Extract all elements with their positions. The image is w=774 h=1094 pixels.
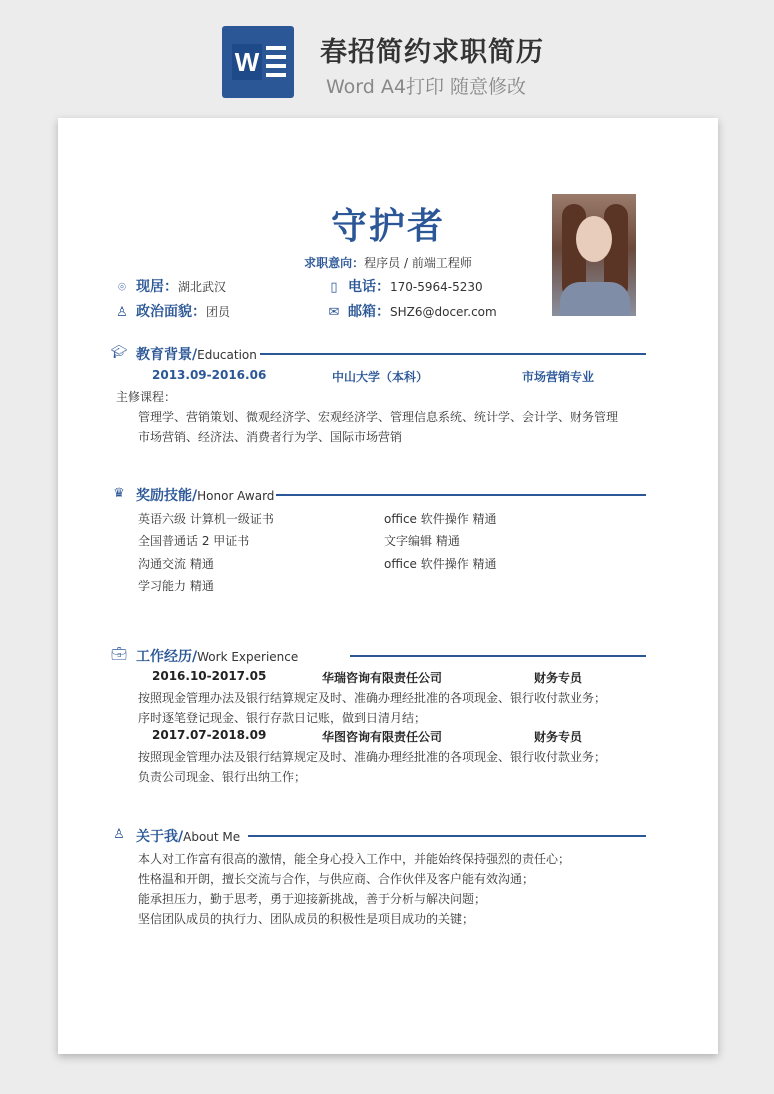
section-education bbox=[110, 344, 646, 364]
about-title: 关于我/About Me bbox=[136, 829, 241, 845]
education-title: 教育背景/Education bbox=[136, 347, 257, 363]
education-period: 2013.09-2016.06 bbox=[152, 368, 267, 382]
courses-line-1: 管理学、营销策划、微观经济学、宏观经济学、管理信息系统、统计学、会计学、财务管理 bbox=[138, 410, 619, 424]
email-value: SHZ6@docer.com bbox=[390, 305, 497, 319]
trophy-icon: ♛ bbox=[113, 486, 125, 501]
banner-subtitle: Word A4打印 随意修改 bbox=[326, 76, 527, 98]
contact-email bbox=[326, 301, 497, 321]
award-item: office 软件操作 精通 bbox=[384, 512, 497, 526]
job-company: 华瑞咨询有限责任公司 bbox=[322, 671, 443, 685]
award-item: 学习能力 精通 bbox=[138, 579, 214, 593]
job-position: 财务专员 bbox=[534, 671, 583, 685]
section-work bbox=[110, 646, 646, 666]
award-item: 文字编辑 精通 bbox=[384, 534, 460, 548]
logo-lines bbox=[266, 46, 286, 82]
section-awards bbox=[110, 485, 646, 505]
graduation-cap-icon: 🎓︎ bbox=[110, 345, 128, 360]
phone-icon: ▯ bbox=[330, 280, 338, 295]
political-label: 政治面貌： bbox=[136, 304, 206, 320]
contact-phone bbox=[326, 276, 483, 296]
person-icon: ♙ bbox=[113, 827, 125, 842]
user-icon: ♙ bbox=[116, 305, 128, 320]
job-period: 2016.10-2017.05 bbox=[152, 669, 267, 683]
job-company: 华图咨询有限责任公司 bbox=[322, 730, 443, 744]
section-divider bbox=[248, 835, 646, 837]
word-icon bbox=[222, 26, 294, 98]
candidate-name: 守护者 bbox=[330, 206, 445, 247]
mail-icon: ✉ bbox=[328, 305, 340, 320]
job-duty: 按照现金管理办法及银行结算规定及时、准确办理经批准的各项现金、银行收付款业务； bbox=[138, 750, 607, 764]
courses-line-2: 市场营销、经济法、消费者行为学、国际市场营销 bbox=[138, 430, 403, 444]
about-line: 性格温和开朗，擅长交流与合作，与供应商、合作伙伴及客户能有效沟通； bbox=[138, 872, 535, 886]
banner-title: 春招简约求职简历 bbox=[320, 37, 544, 68]
political-value: 团员 bbox=[206, 305, 231, 319]
about-line: 坚信团队成员的执行力、团队成员的积极性是项目成功的关键； bbox=[138, 912, 475, 926]
education-major: 市场营销专业 bbox=[522, 370, 595, 384]
objective-value: 程序员 / 前端工程师 bbox=[364, 256, 472, 270]
job-duty: 按照现金管理办法及银行结算规定及时、准确办理经批准的各项现金、银行收付款业务； bbox=[138, 691, 607, 705]
location-label: 现居： bbox=[136, 279, 178, 295]
about-line: 能承担压力，勤于思考，勇于迎接新挑战，善于分析与解决问题； bbox=[138, 892, 487, 906]
award-item: 沟通交流 精通 bbox=[138, 557, 214, 571]
education-school: 中山大学（本科） bbox=[332, 370, 429, 384]
profile-photo bbox=[552, 194, 636, 316]
about-line: 本人对工作富有很高的激情，能全身心投入工作中，并能始终保持强烈的责任心； bbox=[138, 852, 571, 866]
job-position: 财务专员 bbox=[534, 730, 583, 744]
contact-location bbox=[114, 276, 226, 296]
resume-page bbox=[58, 118, 718, 1054]
location-value: 湖北武汉 bbox=[178, 280, 227, 294]
phone-value: 170-5964-5230 bbox=[390, 280, 483, 294]
job-duty: 负责公司现金、银行出纳工作； bbox=[138, 770, 307, 784]
work-title: 工作经历/Work Experience bbox=[136, 649, 299, 665]
email-label: 邮箱： bbox=[348, 304, 390, 320]
briefcase-icon: 💼︎ bbox=[110, 647, 128, 662]
phone-label: 电话： bbox=[348, 279, 390, 295]
section-divider bbox=[276, 494, 646, 496]
logo-letter: W bbox=[232, 44, 262, 80]
section-divider bbox=[350, 655, 646, 657]
award-item: office 软件操作 精通 bbox=[384, 557, 497, 571]
awards-title: 奖励技能/Honor Award bbox=[136, 488, 275, 504]
courses-label: 主修课程： bbox=[116, 390, 177, 404]
job-duty: 序时逐笔登记现金、银行存款日记账，做到日清月结； bbox=[138, 711, 427, 725]
location-pin-icon: ⌾ bbox=[118, 280, 126, 295]
award-item: 全国普通话 2 甲证书 bbox=[138, 534, 250, 548]
section-about bbox=[110, 826, 646, 846]
job-period: 2017.07-2018.09 bbox=[152, 728, 267, 742]
objective-label: 求职意向： bbox=[304, 256, 365, 270]
section-divider bbox=[260, 353, 646, 355]
contact-political bbox=[114, 301, 230, 321]
award-item: 英语六级 计算机一级证书 bbox=[138, 512, 274, 526]
